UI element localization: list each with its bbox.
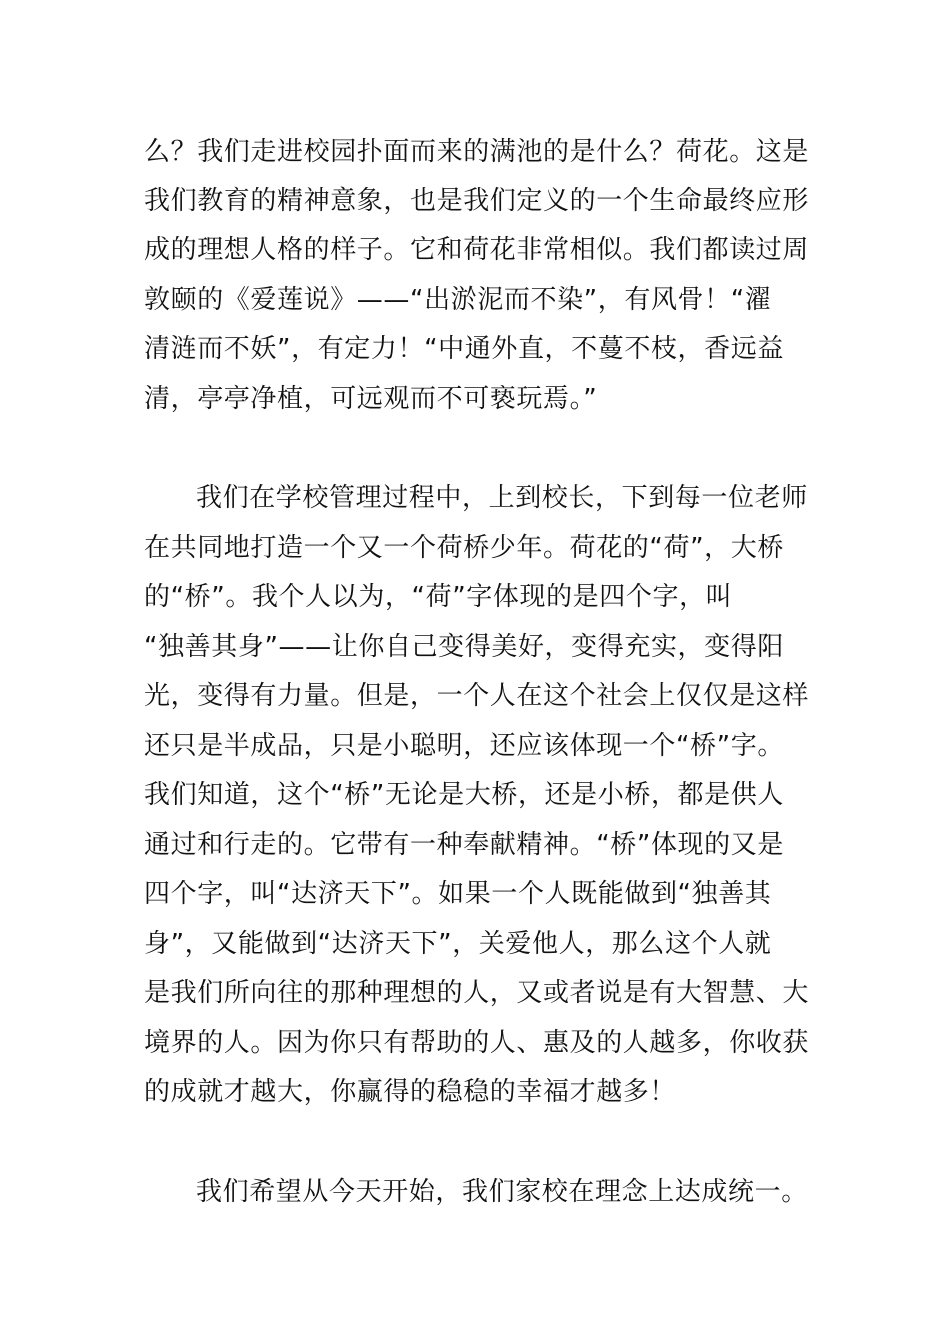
text-line: 的“桥”。我个人以为，“荷”字体现的是四个字，叫 bbox=[144, 582, 733, 612]
text-line: 我们知道，这个“桥”无论是大桥，还是小桥，都是供人 bbox=[144, 780, 784, 810]
text-line: 我们教育的精神意象，也是我们定义的一个生命最终应形 bbox=[144, 186, 810, 216]
text-line: 在共同地打造一个又一个荷桥少年。荷花的“荷”，大桥 bbox=[144, 533, 784, 563]
text-line: 通过和行走的。它带有一种奉献精神。“桥”体现的又是 bbox=[144, 830, 784, 860]
text-line: 成的理想人格的样子。它和荷花非常相似。我们都读过周 bbox=[144, 235, 810, 265]
text-line: 境界的人。因为你只有帮助的人、惠及的人越多，你收获 bbox=[144, 1028, 810, 1058]
text-line: 清涟而不妖”，有定力！“中通外直，不蔓不枝，香远益 bbox=[144, 334, 784, 364]
text-line: 四个字，叫“达济天下”。如果一个人既能做到“独善其 bbox=[144, 879, 772, 909]
text-line: 是我们所向往的那种理想的人，又或者说是有大智慧、大 bbox=[144, 978, 810, 1008]
text-line: 我们在学校管理过程中，上到校长，下到每一位老师 bbox=[196, 483, 808, 513]
text-line: 清，亭亭净植，可远观而不可亵玩焉。” bbox=[144, 384, 598, 414]
text-line: “独善其身”——让你自己变得美好，变得充实，变得阳 bbox=[144, 632, 784, 662]
text-line: 的成就才越大，你赢得的稳稳的幸福才越多！ bbox=[144, 1077, 677, 1107]
text-line: 我们希望从今天开始，我们家校在理念上达成统一。 bbox=[196, 1177, 808, 1207]
text-line: 还只是半成品，只是小聪明，还应该体现一个“桥”字。 bbox=[144, 731, 784, 761]
text-line: 么？我们走进校园扑面而来的满池的是什么？荷花。这是 bbox=[144, 137, 810, 167]
text-line: 光，变得有力量。但是，一个人在这个社会上仅仅是这样 bbox=[144, 681, 810, 711]
text-line: 敦颐的《爱莲说》——“出淤泥而不染”，有风骨！“濯 bbox=[144, 285, 772, 315]
text-line: 身”，又能做到“达济天下”，关爱他人，那么这个人就 bbox=[144, 929, 772, 959]
